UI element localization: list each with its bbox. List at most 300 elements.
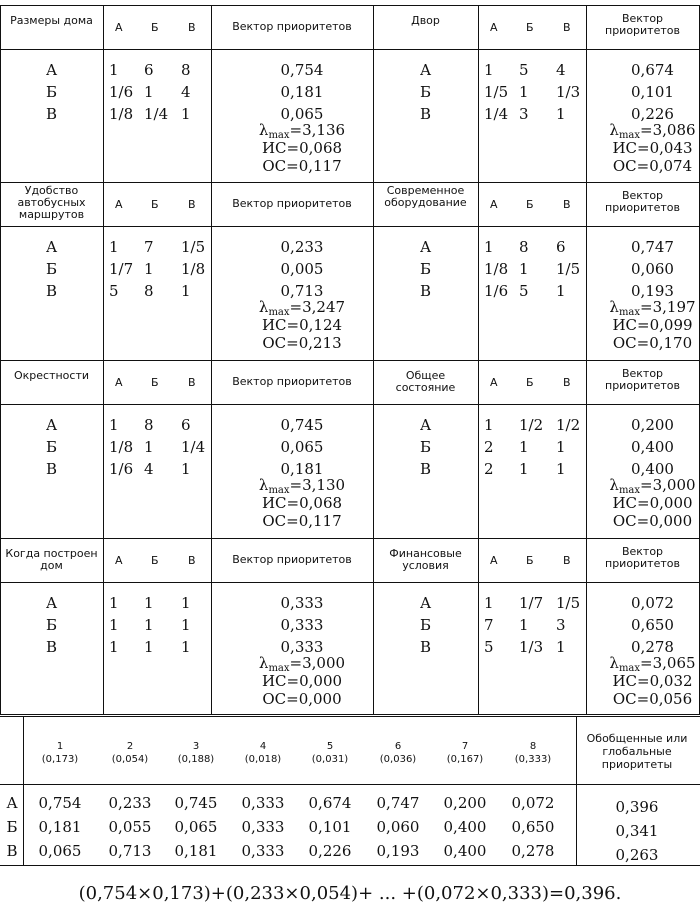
criterion-column-header: [230, 740, 296, 766]
local-priority: 0,060: [376, 818, 420, 836]
vector-header: Вектор приоритетов: [232, 375, 352, 388]
matrix-cell: 1: [484, 416, 494, 434]
matrix-cell: 1: [556, 460, 566, 478]
equals-sign: =: [640, 476, 653, 494]
column-label: В: [188, 198, 196, 211]
column-label: В: [563, 554, 571, 567]
matrix-cell: 5: [519, 282, 529, 300]
criterion-weight: (0,333): [514, 754, 552, 765]
local-priority: 0,233: [108, 794, 152, 812]
criterion-number: 7: [461, 741, 469, 752]
matrix-cell: 1: [144, 438, 154, 456]
local-priority: 0,650: [511, 818, 555, 836]
column-label: В: [188, 21, 196, 34]
os-label: ОС: [262, 157, 287, 175]
matrix-cell: 5: [519, 61, 529, 79]
matrix-cell: 1: [144, 616, 154, 634]
local-priority: 0,713: [108, 842, 152, 860]
global-priority: 0,396: [615, 798, 659, 816]
local-priority: 0,745: [174, 794, 218, 812]
consistency-index: [593, 139, 700, 157]
vector-header: Вектор приоритетов: [605, 367, 680, 392]
is-value: 0,032: [649, 672, 693, 690]
priority-value: 0,233: [280, 238, 324, 256]
row-label: В: [419, 460, 432, 478]
matrix-cell: 1: [484, 594, 494, 612]
matrix-cell: 1/2: [556, 416, 581, 434]
equals-sign: =: [640, 298, 653, 316]
equals-sign: =: [286, 139, 300, 157]
horizontal-rule: [0, 182, 700, 183]
priority-value: 0,713: [280, 282, 324, 300]
priority-value: 0,072: [631, 594, 674, 612]
consistency-ratio: [242, 157, 362, 175]
criterion-title: Размеры дома: [10, 14, 93, 27]
local-priority: 0,101: [308, 818, 352, 836]
matrix-cell: 8: [181, 61, 191, 79]
priority-value: 0,333: [280, 638, 324, 656]
local-priority: 0,226: [308, 842, 352, 860]
priority-value: 0,226: [631, 105, 674, 123]
consistency-index: [242, 672, 362, 690]
consistency-index: [242, 139, 362, 157]
consistency-index: [593, 316, 700, 334]
horizontal-rule: [0, 716, 700, 717]
priority-value: 0,200: [631, 416, 674, 434]
criterion-weight: (0,031): [311, 754, 349, 765]
matrix-cell: 1: [556, 105, 566, 123]
matrix-cell: 1: [144, 83, 154, 101]
matrix-cell: 1/8: [181, 260, 206, 278]
matrix-cell: 1: [109, 616, 119, 634]
equals-sign: =: [289, 298, 303, 316]
lambda-symbol: λ: [609, 476, 619, 494]
column-label: Б: [151, 21, 159, 34]
matrix-cell: 1: [109, 594, 119, 612]
equals-sign: =: [637, 494, 650, 512]
local-priority: 0,333: [241, 818, 285, 836]
os-label: ОС: [612, 690, 637, 708]
priority-value: 0,278: [631, 638, 674, 656]
criterion-column-header: [365, 740, 431, 766]
consistency-ratio: [593, 690, 700, 708]
matrix-cell: 4: [181, 83, 191, 101]
row-label: А: [45, 416, 58, 434]
row-label: Б: [45, 438, 58, 456]
matrix-cell: 1: [519, 460, 529, 478]
column-label: Б: [151, 376, 159, 389]
equals-sign: =: [286, 334, 299, 352]
os-value: 0,074: [649, 157, 693, 175]
priority-value: 0,005: [280, 260, 324, 278]
criterion-number: 3: [192, 741, 200, 752]
column-label: А: [490, 554, 498, 567]
column-label: Б: [526, 21, 534, 34]
consistency-index: [242, 316, 362, 334]
row-label: В: [419, 105, 432, 123]
criterion-title: Окрестности: [13, 369, 90, 382]
lambda-symbol: λ: [609, 121, 619, 139]
criterion-number: 5: [326, 741, 334, 752]
os-value: 0,000: [298, 690, 342, 708]
matrix-cell: 1: [181, 616, 191, 634]
lambda-subscript: max: [618, 130, 641, 141]
equals-sign: =: [286, 157, 299, 175]
is-value: 0,068: [299, 494, 343, 512]
local-priority: 0,674: [308, 794, 352, 812]
column-label: В: [563, 21, 571, 34]
os-value: 0,000: [649, 512, 693, 530]
equals-sign: =: [637, 672, 650, 690]
lambda-max: [242, 476, 362, 496]
os-label: ОС: [612, 512, 637, 530]
lambda-subscript: max: [268, 130, 290, 141]
row-label: А: [45, 594, 58, 612]
vector-header: Вектор приоритетов: [605, 189, 680, 214]
equals-sign: =: [640, 121, 653, 139]
column-label: Б: [526, 376, 534, 389]
local-priority: 0,181: [38, 818, 82, 836]
local-priority: 0,055: [108, 818, 152, 836]
matrix-cell: 1: [556, 638, 566, 656]
is-label: ИС: [612, 672, 638, 690]
local-priority: 0,400: [443, 842, 487, 860]
row-label: В: [45, 282, 58, 300]
matrix-cell: 1/8: [109, 105, 134, 123]
matrix-cell: 2: [484, 460, 494, 478]
matrix-cell: 1/2: [519, 416, 544, 434]
horizontal-rule: [0, 226, 700, 227]
column-label: А: [490, 21, 498, 34]
local-priority: 0,754: [38, 794, 82, 812]
is-label: ИС: [261, 316, 287, 334]
column-label: В: [188, 554, 196, 567]
pairwise-comparison-blocks: [0, 5, 700, 715]
criterion-column-header: [27, 740, 93, 766]
criterion-weight: (0,054): [111, 754, 149, 765]
horizontal-rule: [0, 404, 700, 405]
matrix-cell: 1: [144, 594, 154, 612]
row-label: В: [45, 638, 58, 656]
global-priority: 0,263: [615, 846, 659, 864]
criterion-column-header: [163, 740, 229, 766]
matrix-cell: 1: [181, 594, 191, 612]
priority-value: 0,674: [631, 61, 674, 79]
row-label: В: [45, 105, 58, 123]
equals-sign: =: [289, 476, 303, 494]
matrix-cell: 1/8: [109, 438, 134, 456]
consistency-ratio: [593, 157, 700, 175]
priority-value: 0,065: [280, 438, 324, 456]
matrix-cell: 7: [484, 616, 494, 634]
lambda-symbol: λ: [609, 298, 619, 316]
local-priority: 0,200: [443, 794, 487, 812]
lambda-max: [593, 654, 700, 674]
global-priority-header: Обобщенные или глобальные приоритеты: [586, 732, 688, 771]
column-label: Б: [526, 554, 534, 567]
criterion-number: 8: [529, 741, 537, 752]
matrix-cell: 6: [181, 416, 191, 434]
criterion-weight: (0,188): [177, 754, 215, 765]
row-label: А: [419, 238, 432, 256]
lambda-subscript: max: [268, 307, 290, 318]
local-priority: 0,333: [241, 842, 285, 860]
alternative-label: А: [6, 794, 18, 812]
priority-value: 0,060: [631, 260, 674, 278]
equals-sign: =: [289, 654, 303, 672]
criterion-title: Удобство автобусных маршрутов: [17, 184, 86, 221]
matrix-cell: 7: [144, 238, 154, 256]
lambda-symbol: λ: [258, 298, 269, 316]
column-label: Б: [151, 198, 159, 211]
matrix-cell: 1/3: [519, 638, 544, 656]
os-value: 0,117: [298, 512, 342, 530]
matrix-cell: 1: [181, 105, 191, 123]
matrix-cell: 1/6: [484, 282, 509, 300]
lambda-subscript: max: [268, 485, 290, 496]
is-label: ИС: [261, 672, 287, 690]
os-value: 0,170: [649, 334, 693, 352]
matrix-cell: 2: [484, 438, 494, 456]
matrix-cell: 4: [556, 61, 566, 79]
matrix-cell: 1: [109, 238, 119, 256]
equals-sign: =: [636, 157, 650, 175]
os-label: ОС: [262, 334, 287, 352]
matrix-cell: 1: [484, 61, 494, 79]
vertical-rule: [23, 716, 24, 866]
lambda-max: [242, 298, 362, 318]
matrix-cell: 3: [519, 105, 529, 123]
row-label: В: [419, 638, 432, 656]
lambda-symbol: λ: [609, 654, 619, 672]
criterion-number: 2: [126, 741, 134, 752]
is-value: 0,000: [649, 494, 693, 512]
vertical-rule: [576, 716, 577, 866]
lambda-value: 3,130: [302, 476, 346, 494]
criterion-number: 1: [56, 741, 64, 752]
lambda-value: 3,136: [302, 121, 346, 139]
formula: (0,754×0,173)+(0,233×0,054)+ ... +(0,072×0,333)=0,396.: [78, 883, 622, 904]
lambda-value: 3,065: [652, 654, 696, 672]
matrix-cell: 1: [519, 83, 529, 101]
matrix-cell: 1: [484, 238, 494, 256]
local-priority: 0,181: [174, 842, 218, 860]
lambda-value: 3,197: [652, 298, 696, 316]
os-label: ОС: [262, 690, 287, 708]
equals-sign: =: [286, 316, 300, 334]
matrix-cell: 1/8: [484, 260, 509, 278]
matrix-cell: 1: [519, 616, 529, 634]
is-label: ИС: [612, 494, 638, 512]
global-priority: 0,341: [615, 822, 659, 840]
priority-value: 0,193: [631, 282, 674, 300]
matrix-cell: 1/4: [144, 105, 169, 123]
horizontal-rule: [0, 5, 700, 6]
column-label: А: [490, 376, 498, 389]
horizontal-rule: [0, 360, 700, 361]
matrix-cell: 1/5: [556, 594, 581, 612]
lambda-subscript: max: [618, 485, 641, 496]
criterion-column-header: [432, 740, 498, 766]
priority-value: 0,065: [280, 105, 324, 123]
lambda-subscript: max: [618, 663, 641, 674]
column-label: В: [188, 376, 196, 389]
is-value: 0,043: [649, 139, 693, 157]
vector-header: Вектор приоритетов: [605, 12, 680, 37]
criterion-title: Современное оборудование: [384, 184, 467, 209]
priority-value: 0,400: [631, 460, 674, 478]
horizontal-rule: [0, 784, 700, 785]
lambda-value: 3,000: [652, 476, 696, 494]
row-label: А: [419, 61, 432, 79]
row-label: А: [419, 416, 432, 434]
matrix-cell: 5: [109, 282, 119, 300]
matrix-cell: 1: [109, 61, 119, 79]
consistency-ratio: [242, 334, 362, 352]
equals-sign: =: [640, 654, 653, 672]
local-priority: 0,333: [241, 794, 285, 812]
matrix-cell: 1/6: [109, 460, 134, 478]
column-label: А: [490, 198, 498, 211]
matrix-cell: 8: [144, 282, 154, 300]
is-value: 0,000: [299, 672, 343, 690]
equals-sign: =: [636, 512, 650, 530]
priority-value: 0,650: [631, 616, 674, 634]
matrix-cell: 1: [144, 260, 154, 278]
column-label: А: [115, 198, 123, 211]
lambda-max: [242, 654, 362, 674]
is-value: 0,124: [299, 316, 343, 334]
local-priority: 0,400: [443, 818, 487, 836]
lambda-symbol: λ: [258, 476, 269, 494]
matrix-cell: 1/4: [181, 438, 206, 456]
matrix-cell: 1/5: [556, 260, 581, 278]
vector-header: Вектор приоритетов: [232, 20, 352, 33]
criterion-weight: (0,167): [446, 754, 484, 765]
vector-header: Вектор приоритетов: [232, 553, 352, 566]
equals-sign: =: [286, 494, 300, 512]
priority-value: 0,745: [280, 416, 324, 434]
equals-sign: =: [289, 121, 303, 139]
matrix-cell: 1: [144, 638, 154, 656]
criterion-column-header: [297, 740, 363, 766]
column-label: А: [115, 554, 123, 567]
matrix-cell: 1/6: [109, 83, 134, 101]
matrix-cell: 6: [556, 238, 566, 256]
matrix-cell: 1: [519, 438, 529, 456]
lambda-subscript: max: [268, 663, 290, 674]
lambda-value: 3,247: [302, 298, 346, 316]
is-label: ИС: [612, 139, 638, 157]
priority-value: 0,754: [280, 61, 324, 79]
os-value: 0,117: [298, 157, 342, 175]
matrix-cell: 1/7: [519, 594, 544, 612]
summary-table: [0, 716, 700, 868]
lambda-subscript: max: [618, 307, 641, 318]
criterion-number: 4: [259, 741, 267, 752]
horizontal-rule: [0, 865, 700, 866]
equals-sign: =: [636, 334, 650, 352]
consistency-ratio: [593, 334, 700, 352]
matrix-cell: 1: [181, 460, 191, 478]
equals-sign: =: [286, 512, 299, 530]
criterion-column-header: [500, 740, 566, 766]
criterion-title: Двор: [411, 14, 440, 27]
criterion-title: Финансовые условия: [389, 547, 462, 572]
lambda-max: [242, 121, 362, 141]
priority-value: 0,101: [631, 83, 674, 101]
column-label: В: [563, 376, 571, 389]
alternative-label: В: [6, 842, 18, 860]
column-label: А: [115, 376, 123, 389]
matrix-cell: 6: [144, 61, 154, 79]
os-value: 0,213: [298, 334, 342, 352]
matrix-cell: 4: [144, 460, 154, 478]
local-priority: 0,065: [174, 818, 218, 836]
column-label: Б: [526, 198, 534, 211]
equals-sign: =: [637, 316, 650, 334]
local-priority: 0,747: [376, 794, 420, 812]
row-label: В: [419, 282, 432, 300]
local-priority: 0,278: [511, 842, 555, 860]
matrix-cell: 1: [519, 260, 529, 278]
priority-value: 0,747: [631, 238, 674, 256]
local-priority: 0,193: [376, 842, 420, 860]
local-priority: 0,072: [511, 794, 555, 812]
horizontal-rule: [0, 582, 700, 583]
matrix-cell: 1: [109, 416, 119, 434]
row-label: Б: [419, 438, 432, 456]
matrix-cell: 1: [556, 438, 566, 456]
matrix-cell: 1/5: [484, 83, 509, 101]
row-label: Б: [419, 616, 432, 634]
row-label: Б: [45, 83, 58, 101]
consistency-ratio: [242, 512, 362, 530]
matrix-cell: 1/4: [484, 105, 509, 123]
matrix-cell: 8: [519, 238, 529, 256]
lambda-symbol: λ: [258, 654, 269, 672]
column-label: А: [115, 21, 123, 34]
is-label: ИС: [612, 316, 638, 334]
matrix-cell: 3: [556, 616, 566, 634]
lambda-value: 3,000: [302, 654, 346, 672]
os-value: 0,056: [649, 690, 693, 708]
lambda-value: 3,086: [652, 121, 696, 139]
os-label: ОС: [612, 157, 637, 175]
matrix-cell: 1: [109, 638, 119, 656]
equals-sign: =: [636, 690, 650, 708]
row-label: Б: [419, 260, 432, 278]
alternative-label: Б: [6, 818, 18, 836]
horizontal-rule: [0, 714, 700, 715]
vector-header: Вектор приоритетов: [232, 197, 352, 210]
is-value: 0,068: [299, 139, 343, 157]
consistency-index: [242, 494, 362, 512]
criterion-weight: (0,018): [244, 754, 282, 765]
matrix-cell: 5: [484, 638, 494, 656]
equals-sign: =: [286, 672, 300, 690]
equals-sign: =: [286, 690, 299, 708]
matrix-cell: 1/7: [109, 260, 134, 278]
equals-sign: =: [637, 139, 650, 157]
priority-value: 0,181: [280, 83, 324, 101]
row-label: А: [45, 61, 58, 79]
row-label: А: [45, 238, 58, 256]
priority-value: 0,333: [280, 616, 324, 634]
column-label: В: [563, 198, 571, 211]
matrix-cell: 1: [181, 638, 191, 656]
consistency-index: [593, 672, 700, 690]
